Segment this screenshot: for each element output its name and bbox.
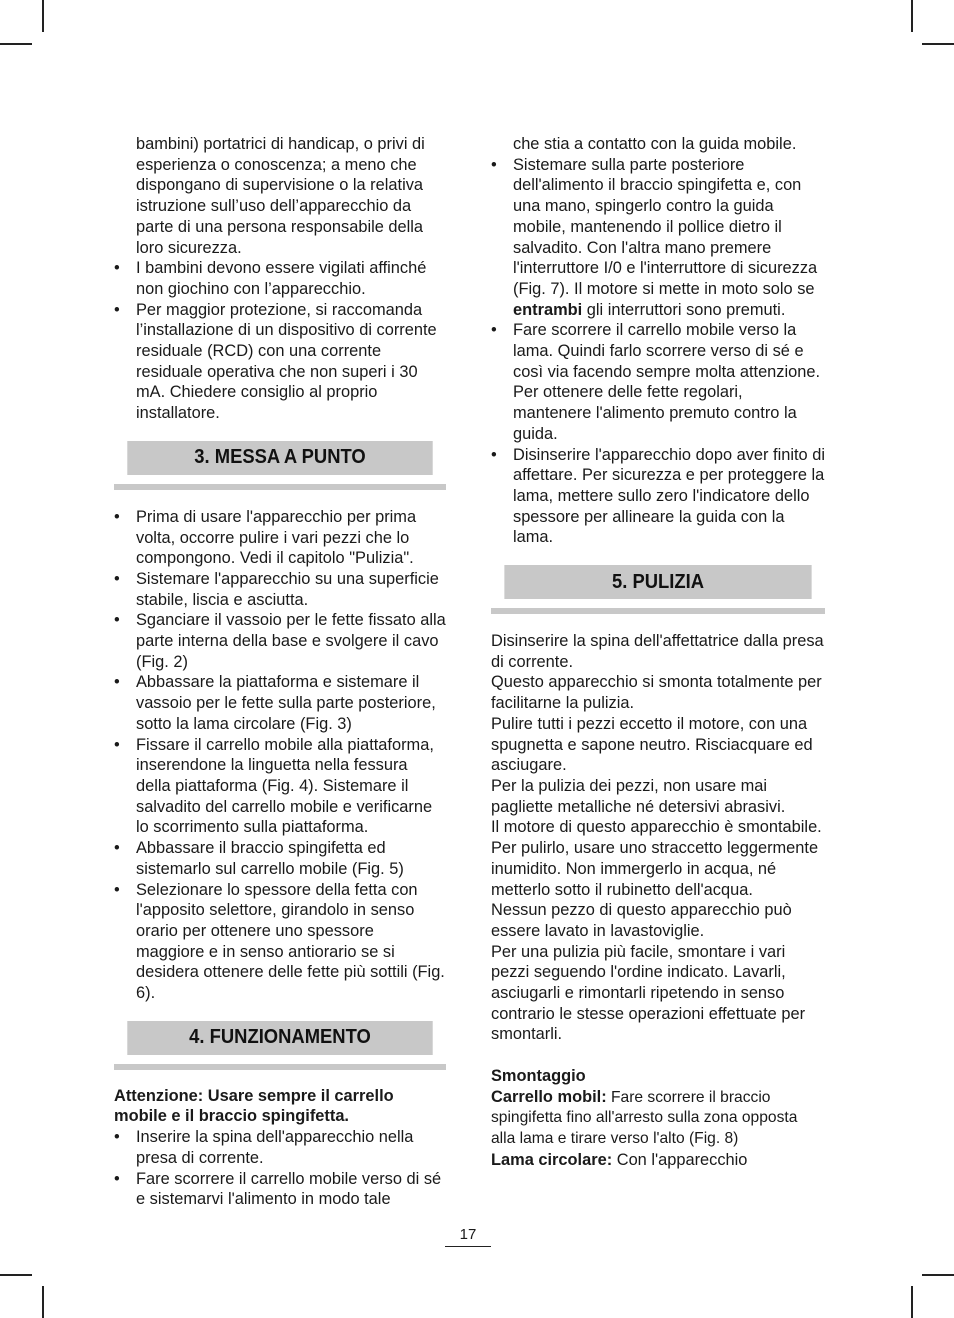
list-item: • Sganciare il vassoio per le fette fissato alla parte interna della base e svolgere il cavo (Fig. 2) — [114, 611, 446, 671]
list-item: • Per maggior protezione, si raccomanda l’installazione di un dispositivo di corrente residuale (RCD) con una corrente residuale operativa che non superi i 30 mA. Chiedere consiglio al proprio installatore. — [114, 300, 437, 423]
section-heading-funzionamento: 4. FUNZIONAMENTO — [127, 1021, 432, 1055]
list-item: • Disinserire l'apparecchio dopo aver finito di affettare. Per sicurezza e per proteggere la lama, mettere sullo zero l'indicatore dello spessore per allineare la guida con la lama. — [491, 445, 825, 547]
paragraph-lama: Lama circolare: Con l'apparecchio — [491, 1150, 748, 1169]
list-item: • Abbassare il braccio spingifetta ed sistemarlo sul carrello mobile (Fig. 5) — [114, 839, 404, 878]
list-item: • Inserire la spina dell'apparecchio nella presa di corrente. — [114, 1128, 414, 1167]
list-item: • Sistemare sulla parte posteriore dell'alimento il braccio spingifetta e, con una mano, spingerlo contro la guida mobile, mantenendo il pollice dietro il salvadito. Con l'altra mano premere l'interruttore I/0 e l'interruttore di sicurezza (Fig. 7). Il motore si mette in moto solo se entrambi gli interruttori sono premuti. — [491, 155, 818, 319]
crop-mark — [42, 1286, 44, 1318]
paragraph: Pulire tutti i pezzi eccetto il motore, con una spugnetta e sapone neutro. Risciacquare ed asciugare. — [491, 714, 813, 775]
paragraph: Per una pulizia più facile, smontare i vari pezzi seguendo l'ordine indicato. Lavarli, asciugarli e rimontarli ripetendo in senso contrario le stesse operazioni effettuate per smontarli. — [491, 942, 806, 1044]
list-item: • Selezionare lo spessore della fetta con l'apposito selettore, girandolo in senso orario per ottenere uno spessore maggiore e in senso antiorario se si desidera ottenere delle fette più sottili (Fig. 6). — [114, 880, 445, 1003]
list-item: • Abbassare la piattaforma e sistemare il vassoio per le fette sulla parte posteriore, sotto la lama circolare (Fig. 3) — [114, 673, 436, 733]
bullet: • — [114, 1169, 120, 1188]
emphasis-text: entrambi — [513, 300, 583, 319]
bullet: • — [491, 321, 497, 340]
bullet: • — [114, 569, 120, 588]
bullet: • — [114, 611, 120, 630]
paragraph: Per la pulizia dei pezzi, non usare mai pagliette metalliche né detersivi abrasivi. — [491, 776, 786, 816]
left-column — [114, 134, 446, 1210]
bullet: • — [114, 1128, 120, 1147]
bullet: • — [114, 673, 120, 692]
crop-mark — [911, 0, 913, 32]
list-item: • I bambini devono essere vigilati affinché non giochino con l’apparecchio. — [114, 259, 427, 298]
bullet: • — [114, 839, 120, 858]
crop-mark — [922, 43, 954, 45]
page-number: 17 — [445, 1226, 491, 1247]
list-item: • Sistemare l'apparecchio su una superficie stabile, liscia e asciutta. — [114, 569, 439, 609]
bullet: • — [491, 155, 497, 174]
bullet: • — [491, 445, 497, 464]
paragraph: Disinserire la spina dell'affettatrice dalla presa di corrente. — [491, 632, 824, 671]
label-lama: Lama circolare: — [491, 1150, 613, 1169]
bullet: • — [114, 735, 120, 754]
bullet: • — [114, 259, 120, 278]
label-carrello: Carrello mobil: — [491, 1087, 607, 1106]
paragraph: Il motore di questo apparecchio è smontabile. Per pulirlo, usare uno straccetto leggermente inumidito. Non immergerlo in acqua, né metterlo sotto il rubinetto dell'acqua. — [491, 818, 822, 899]
list-item: • Prima di usare l'apparecchio per prima volta, occorre pulire i vari pezzi che lo compongono. Vedi il capitolo "Pulizia". — [114, 507, 417, 568]
bullet: • — [114, 300, 120, 319]
paragraph-carrello: Carrello mobil: Fare scorrere il braccio spingifetta fino all'arresto sulla zona opposta alla lama e tirare verso l'alto (Fig. 8) — [491, 1087, 798, 1147]
bullet: • — [114, 880, 120, 899]
crop-mark — [0, 43, 32, 45]
crop-mark — [911, 1286, 913, 1318]
section-heading-pulizia: 5. PULIZIA — [504, 565, 811, 599]
bullet: • — [114, 507, 120, 526]
crop-mark — [0, 1274, 32, 1276]
subheading-smontaggio: Smontaggio — [491, 1066, 586, 1085]
crop-mark — [922, 1274, 954, 1276]
continuation-text: che stia a contatto con la guida mobile. — [513, 135, 797, 153]
list-item: • Fare scorrere il carrello mobile verso di sé e sistemarvi l'alimento in modo tale — [114, 1169, 442, 1209]
warning-text: Attenzione: Usare sempre il carrello mobile e il braccio spingifetta. — [114, 1086, 394, 1126]
section-heading-messa-a-punto: 3. MESSA A PUNTO — [127, 441, 432, 475]
right-column — [491, 134, 825, 1170]
intro-continuation: bambini) portatrici di handicap, o privi di esperienza o conoscenza; a meno che dispongano di supervisione o la relativa istruzione sull’uso dell’apparecchio da parte di una persona responsabile della loro sicurezza. — [136, 135, 425, 257]
crop-mark — [42, 0, 44, 32]
paragraph: Questo apparecchio si smonta totalmente per facilitarne la pulizia. — [491, 673, 822, 713]
list-item: • Fissare il carrello mobile alla piattaforma, inserendone la linguetta nella fessura della piattaforma (Fig. 4). Sistemare il salvadito del carrello mobile e verificarne lo scorrimento sulla piattaforma. — [114, 735, 434, 837]
paragraph: Nessun pezzo di questo apparecchio può essere lavato in lavastoviglie. — [491, 901, 792, 940]
list-item: • Fare scorrere il carrello mobile verso la lama. Quindi farlo scorrere verso di sé e così via facendo sempre molta attenzione. Per ottenere delle fette regolari, mantenere l'alimento premuto contro la guida. — [491, 321, 821, 443]
